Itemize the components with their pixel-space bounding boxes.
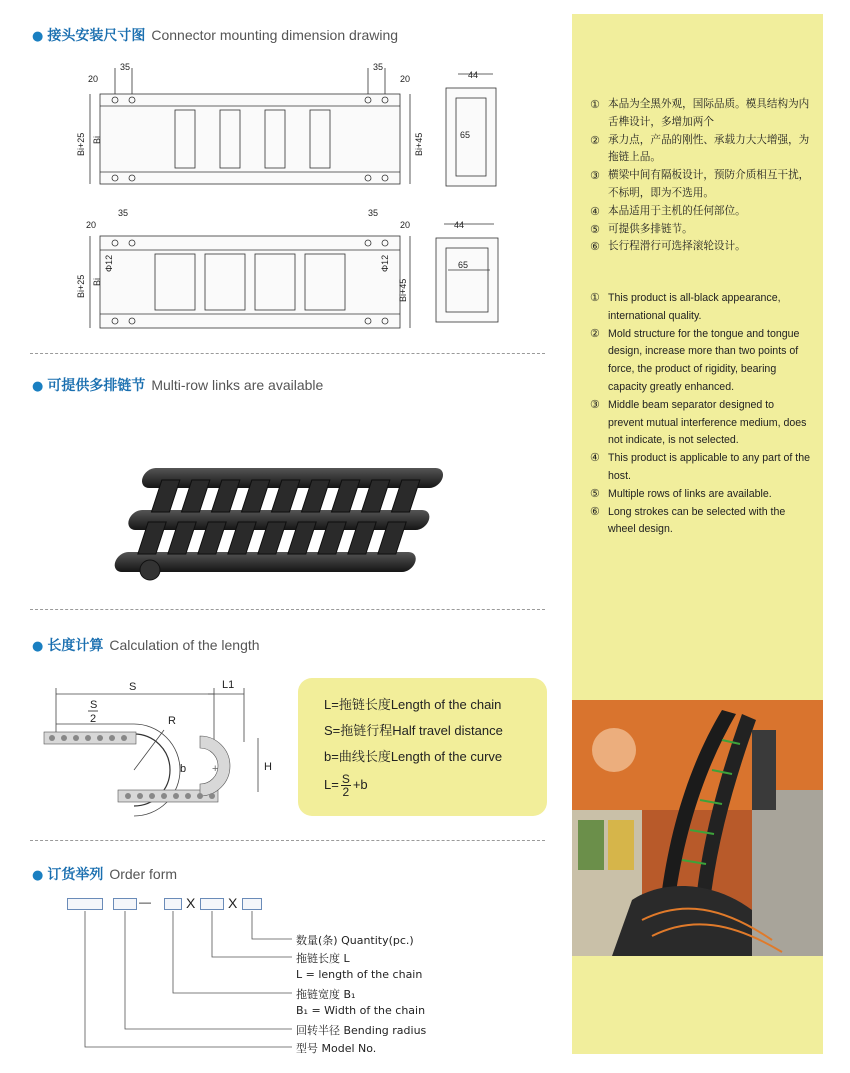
order-x-2: X xyxy=(228,895,238,911)
section-title-length: ● 长度计算 Calculation of the length xyxy=(32,637,260,654)
label-b: b xyxy=(180,763,187,775)
dim-20-right-2: 20 xyxy=(400,220,411,230)
dim-b25-2: Bi+25 xyxy=(76,274,86,298)
order-label-radius: 回转半径 Bending radius xyxy=(296,1024,427,1037)
note-en-4: ④ This product is applicable to any part of the host. xyxy=(590,452,810,482)
dim-35-right-2: 35 xyxy=(368,208,379,218)
dim-44-top: 44 xyxy=(468,70,479,80)
order-label-quantity: 数量(条) Quantity(pc.) xyxy=(296,934,414,947)
formula-fraction: $\frac{S}{2}$ xyxy=(341,772,350,800)
formula-line-1: L=拖链长度Length of the chain xyxy=(324,697,502,712)
center-plus-icon: + xyxy=(212,763,219,775)
label-r: R xyxy=(168,715,176,727)
dim-phi12-right: Φ12 xyxy=(380,254,390,272)
note-en-2: ② Mold structure for the tongue and tongue design, increase more than two points of force, the product of rigidity, bearing capacity greatly enhanced. xyxy=(590,327,800,393)
formula-line-4: L= $\frac{S}{2}$ +b xyxy=(324,772,368,800)
dim-35-left: 35 xyxy=(120,62,131,72)
note-cn-5: ⑤ 可提供多排链节。 xyxy=(590,222,693,236)
section-title-connector: ● 接头安装尺寸图 Connector mounting dimension drawing xyxy=(32,27,399,44)
order-label-length-cn: 拖链长度 L xyxy=(296,952,350,965)
dim-35-left-2: 35 xyxy=(118,208,129,218)
label-s: S xyxy=(129,681,137,693)
connector-side-top xyxy=(438,66,502,192)
bullet-icon: ● xyxy=(32,29,44,44)
bullet-icon: ● xyxy=(32,379,44,394)
order-leader-lines xyxy=(0,0,300,1073)
section-title-order: ● 订货举列 Order form xyxy=(32,866,178,883)
order-dash: — xyxy=(139,895,151,909)
note-cn-4: ④ 本品适用于主机的任何部位。 xyxy=(590,204,746,218)
formula-line-2: S=拖链行程Half travel distance xyxy=(324,723,503,738)
note-en-6: ⑥ Long strokes can be selected with the wheel design. xyxy=(590,505,786,536)
cable-chain-photo xyxy=(572,700,823,956)
dim-20-right: 20 xyxy=(400,74,411,84)
notes-english xyxy=(590,290,810,539)
notes-chinese xyxy=(590,96,810,256)
order-label-model: 型号 Model No. xyxy=(296,1042,377,1055)
label-l1: L1 xyxy=(222,679,235,691)
note-cn-1: ① 本品为全黑外观，国际品质。模具结构为内舌榫设计，多增加两个 xyxy=(590,98,810,128)
bullet-icon: ● xyxy=(32,868,44,883)
length-formula-box xyxy=(298,678,547,816)
dim-20-left-2: 20 xyxy=(86,220,97,230)
order-x-1: X xyxy=(186,895,196,911)
dim-b45: Bi+45 xyxy=(414,132,424,156)
dim-35-right: 35 xyxy=(373,62,384,72)
dim-65-top: 65 xyxy=(460,130,471,140)
note-cn-6: ⑥ 长行程滑行可选择滚轮设计。 xyxy=(590,240,746,254)
order-label-width-cn: 拖链宽度 B₁ xyxy=(296,988,356,1001)
note-en-3: ③ Middle beam separator designed to prevent mutual interference medium, does not indicate, is not selected. xyxy=(590,398,807,447)
label-s-half-num: S xyxy=(90,699,98,711)
dim-phi12-left: Φ12 xyxy=(104,254,114,272)
dim-65-bottom: 65 xyxy=(458,260,469,270)
order-label-width-en: B₁ = Width of the chain xyxy=(296,1004,426,1017)
note-cn-2: ② 承力点，产品的刚性、承载力大大增强，为拖链上品。 xyxy=(590,133,810,164)
formula-line-3: b=曲线长度Length of the curve xyxy=(324,749,503,764)
dim-bi: Bi xyxy=(92,135,102,144)
note-en-5: ⑤ Multiple rows of links are available. xyxy=(590,487,772,500)
section-title-multirow: ● 可提供多排链节 Multi-row links are available xyxy=(32,377,324,394)
connector-side-bottom xyxy=(428,214,508,326)
note-cn-3: ③ 横梁中间有隔板设计，预防介质相互干扰，不标明，即为不选用。 xyxy=(590,169,810,199)
dim-bi-2: Bi xyxy=(92,277,102,286)
label-h: H xyxy=(264,761,272,773)
dim-20-left: 20 xyxy=(88,74,99,84)
note-en-1: ① This product is all-black appearance, international quality. xyxy=(590,292,781,322)
dim-b25: Bi+25 xyxy=(76,132,86,156)
dim-b45-2: Bi+45 xyxy=(398,278,408,302)
bullet-icon: ● xyxy=(32,639,44,654)
order-label-length-en: L = length of the chain xyxy=(296,968,423,981)
dim-44-bottom: 44 xyxy=(454,220,465,230)
label-s-half-den: 2 xyxy=(90,713,97,725)
